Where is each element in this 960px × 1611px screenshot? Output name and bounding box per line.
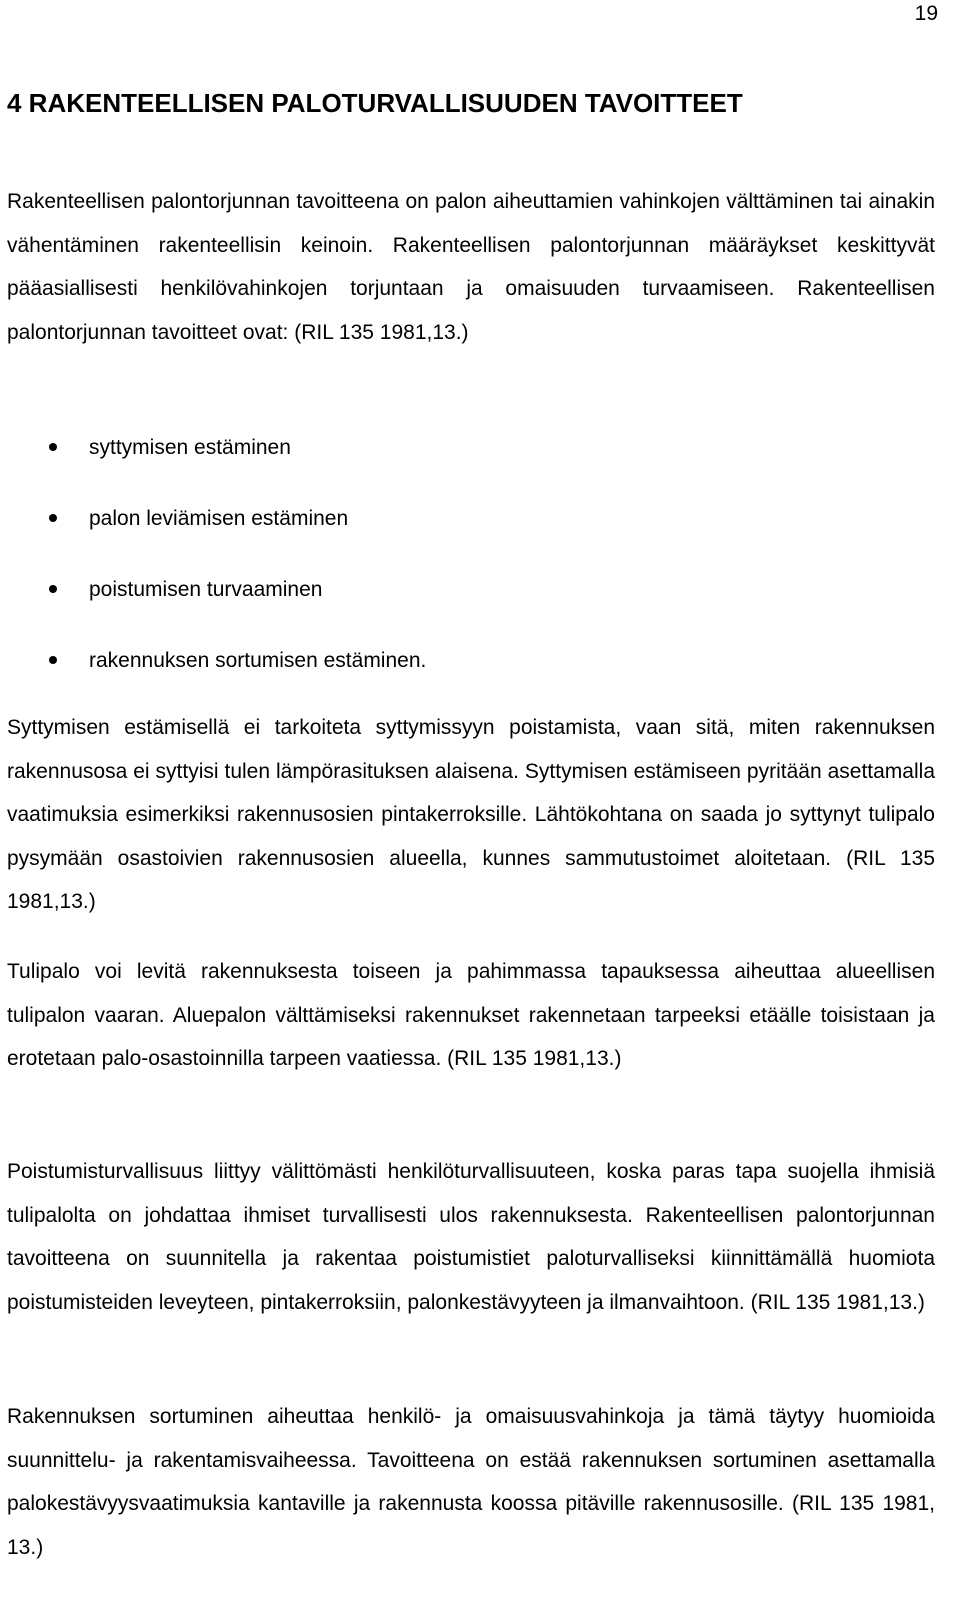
paragraph-intro: Rakenteellisen palontorjunnan tavoitteena on palon aiheuttamien vahinkojen välttäminen tai ainakin vähentäminen rakenteellisin keinoin. Rakenteellisen palontorjunnan määräykset keskittyvät pääasiallisesti henkilövahinkojen torjuntaan ja omaisuuden turvaamiseen. Rakenteellisen palontorjunnan tavoitteet ovat: (RIL 135 1981,13.) — [7, 190, 935, 344]
objectives-list — [0, 426, 900, 710]
paragraph-evacuation: Poistumisturvallisuus liittyy välittömästi henkilöturvallisuuteen, koska paras tapa suojella ihmisiä tulipalolta on johdattaa ihmiset turvallisesti ulos rakennuksesta. Rakenteellisen palontorjunnan tavoitteena on suunnitella ja rakentaa poistumistiet paloturvalliseksi kiinnittämällä huomiota poistumisteiden leveyteen, pintakerroksiin, palonkestävyyteen ja ilmanvaihtoon. (RIL 135 1981,13.) — [7, 1160, 935, 1314]
bullet-icon — [49, 585, 57, 593]
list-item-text: rakennuksen sortumisen estäminen. — [89, 649, 427, 672]
list-item-text: palon leviämisen estäminen — [89, 507, 349, 530]
list-item-text: syttymisen estäminen — [89, 436, 291, 459]
list-item — [0, 639, 900, 710]
paragraph-fire-spread: Tulipalo voi levitä rakennuksesta toiseen ja pahimmassa tapauksessa aiheuttaa alueellisen tulipalon vaaran. Aluepalon välttämiseksi rakennukset rakennetaan tarpeeksi etäälle toisistaan ja erotetaan palo-osastoinnilla tarpeen vaatiessa. (RIL 135 1981,13.) — [7, 960, 935, 1070]
list-item — [0, 568, 900, 639]
page-number: 19 — [914, 2, 938, 25]
list-item — [0, 426, 900, 497]
section-heading: 4 RAKENTEELLISEN PALOTURVALLISUUDEN TAVOITTEET — [7, 88, 743, 118]
paragraph-collapse: Rakennuksen sortuminen aiheuttaa henkilö- ja omaisuusvahinkoja ja tämä täytyy huomioida suunnittelu- ja rakentamisvaiheessa. Tavoitteena on estää rakennuksen sortuminen asettamalla palokestävyysvaatimuksia kantaville ja rakennusta koossa pitäville rakennusosille. (RIL 135 1981, 13.) — [7, 1405, 935, 1559]
bullet-icon — [49, 514, 57, 522]
paragraph-ignition: Syttymisen estämisellä ei tarkoiteta syttymissyyn poistamista, vaan sitä, miten rakennuksen rakennusosa ei syttyisi tulen lämpörasituksen alaisena. Syttymisen estämiseen pyritään asettamalla vaatimuksia esimerkiksi rakennusosien pintakerroksille. Lähtökohtana on saada jo syttynyt tulipalo pysymään osastoivien rakennusosien alueella, kunnes sammutustoimet aloitetaan. (RIL 135 1981,13.) — [7, 716, 935, 913]
bullet-icon — [49, 656, 57, 664]
list-item-text: poistumisen turvaaminen — [89, 578, 323, 601]
bullet-icon — [49, 443, 57, 451]
list-item — [0, 497, 900, 568]
